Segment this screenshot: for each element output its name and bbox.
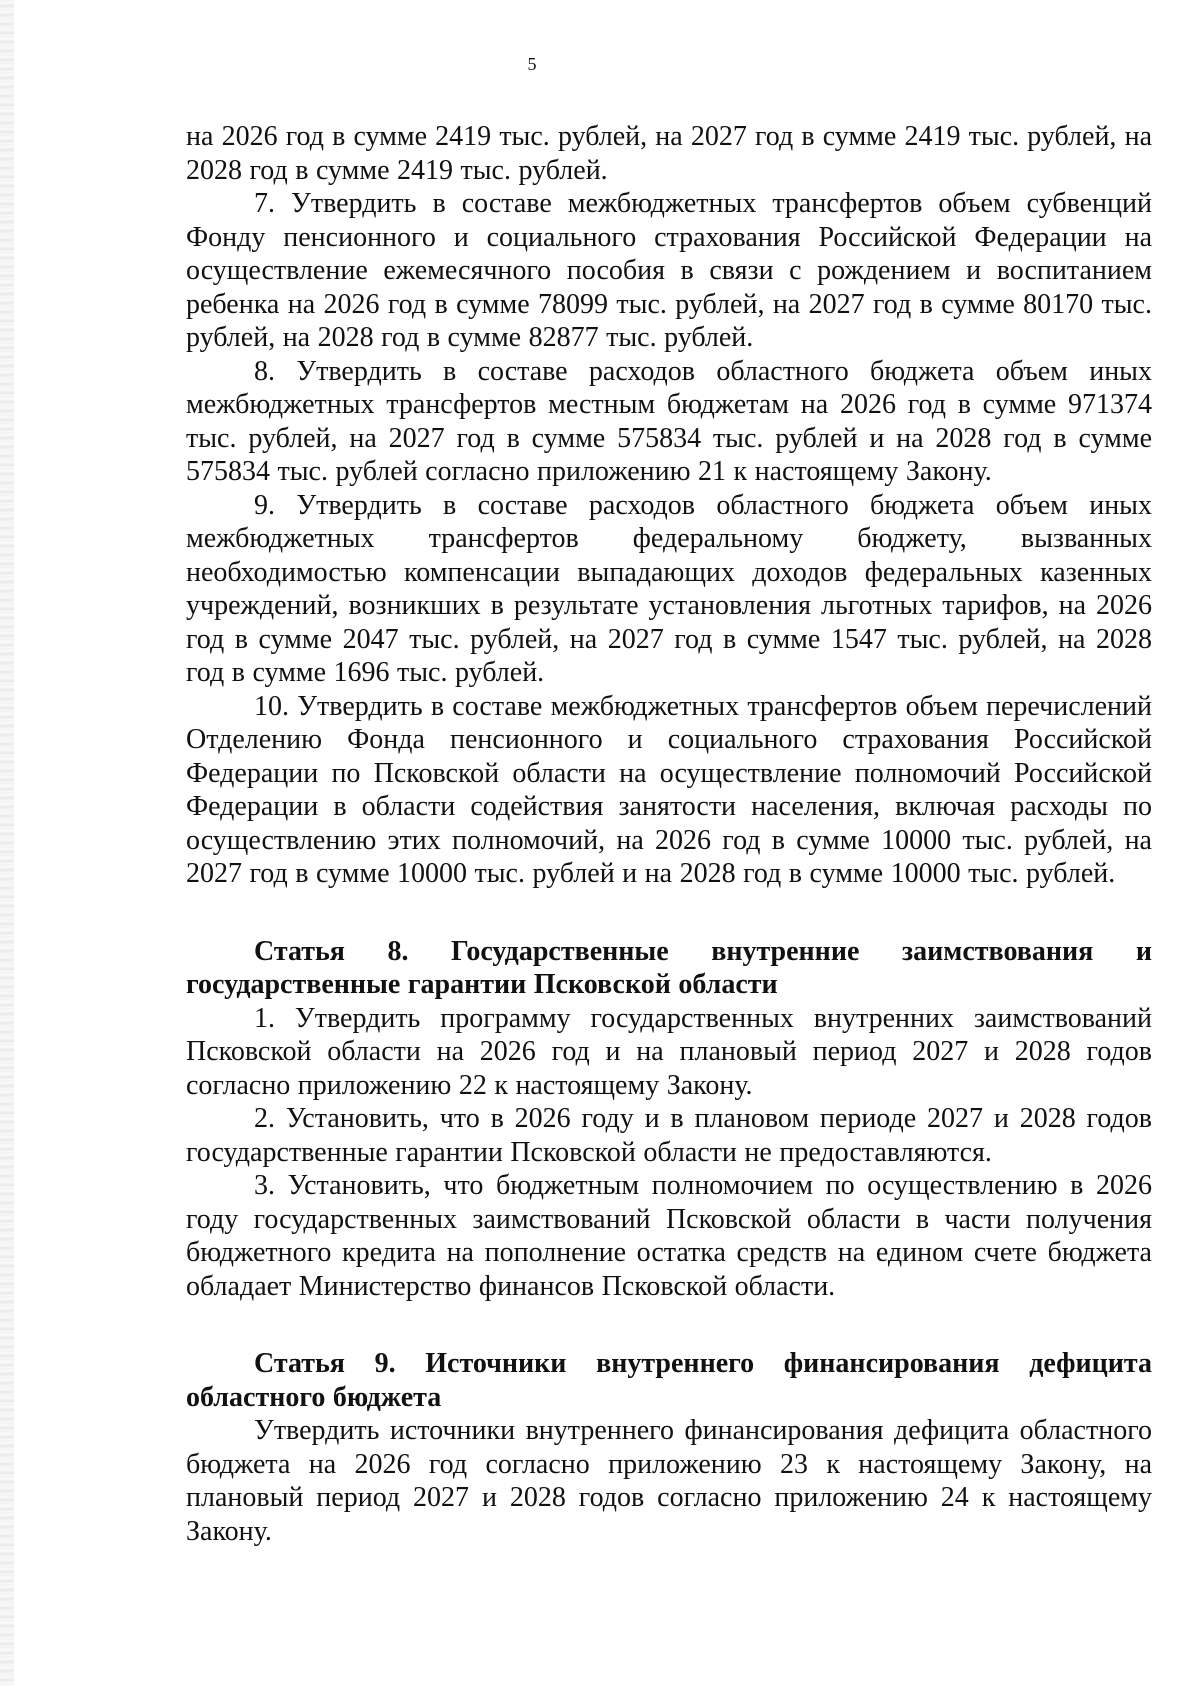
article-9-paragraph: Утвердить источники внутреннего финансирования дефицита областного бюджета на 2026 год согласно приложению 23 к настоящему Закону, на плановый период 2027 и 2028 годов согласно приложению 24 к настоящему Закону. (186, 1415, 1152, 1547)
article-8-item-2: 2. Установить, что в 2026 году и в плановом периоде 2027 и 2028 годов государственные гарантии Псковской области не предоставляются. (186, 1103, 1152, 1168)
page-number: 5 (527, 54, 537, 74)
paragraph-item-8: 8. Утвердить в составе расходов областного бюджета объем иных межбюджетных трансфертов местным бюджетам на 2026 год в сумме 971374 тыс. рублей, на 2027 год в сумме 575834 тыс. рублей и на 2028 год в сумме 575834 тыс. рублей согласно приложению 21 к настоящему Закону. (186, 355, 1152, 487)
paragraph-item-7: 7. Утвердить в составе межбюджетных трансфертов объем субвенций Фонду пенсионного и социального страхования Российской Федерации на осуществление ежемесячного пособия в связи с рождением и воспитанием ребенка на 2026 год в сумме 78099 тыс. рублей, на 2027 год в сумме 80170 тыс. рублей, на 2028 год в сумме 82877 тыс. рублей. (186, 188, 1152, 353)
paragraph-item-9: 9. Утвердить в составе расходов областного бюджета объем иных межбюджетных трансфертов федеральному бюджету, вызванных необходимостью компенсации выпадающих доходов федеральных казенных учреждений, возникших в результате установления льготных тарифов, на 2026 год в сумме 2047 тыс. рублей, на 2027 год в сумме 1547 тыс. рублей, на 2028 год в сумме 1696 тыс. рублей. (186, 489, 1152, 688)
document-body (186, 120, 1152, 1548)
article-8-heading: Статья 8. Государственные внутренние заимствования и государственные гарантии Псковской области (186, 935, 1152, 1000)
paragraph-continuation: на 2026 год в сумме 2419 тыс. рублей, на 2027 год в сумме 2419 тыс. рублей, на 2028 год в сумме 2419 тыс. рублей. (186, 121, 1152, 186)
scan-edge (0, 0, 14, 1686)
article-8-item-3: 3. Установить, что бюджетным полномочием по осуществлению в 2026 году государственных заимствований Псковской области в части получения бюджетного кредита на пополнение остатка средств на едином счете бюджета обладает Министерство финансов Псковской области. (186, 1170, 1152, 1302)
paragraph-item-10: 10. Утвердить в составе межбюджетных трансфертов объем перечислений Отделению Фонда пенсионного и социального страхования Российской Федерации по Псковской области на осуществление полномочий Российской Федерации в области содействия занятости населения, включая расходы по осуществлению этих полномочий, на 2026 год в сумме 10000 тыс. рублей, на 2027 год в сумме 10000 тыс. рублей и на 2028 год в сумме 10000 тыс. рублей. (186, 690, 1152, 889)
article-8-item-1: 1. Утвердить программу государственных внутренних заимствований Псковской области на 2026 год и на плановый период 2027 и 2028 годов согласно приложению 22 к настоящему Закону. (186, 1002, 1152, 1101)
article-9-heading: Статья 9. Источники внутреннего финансирования дефицита областного бюджета (186, 1348, 1152, 1413)
